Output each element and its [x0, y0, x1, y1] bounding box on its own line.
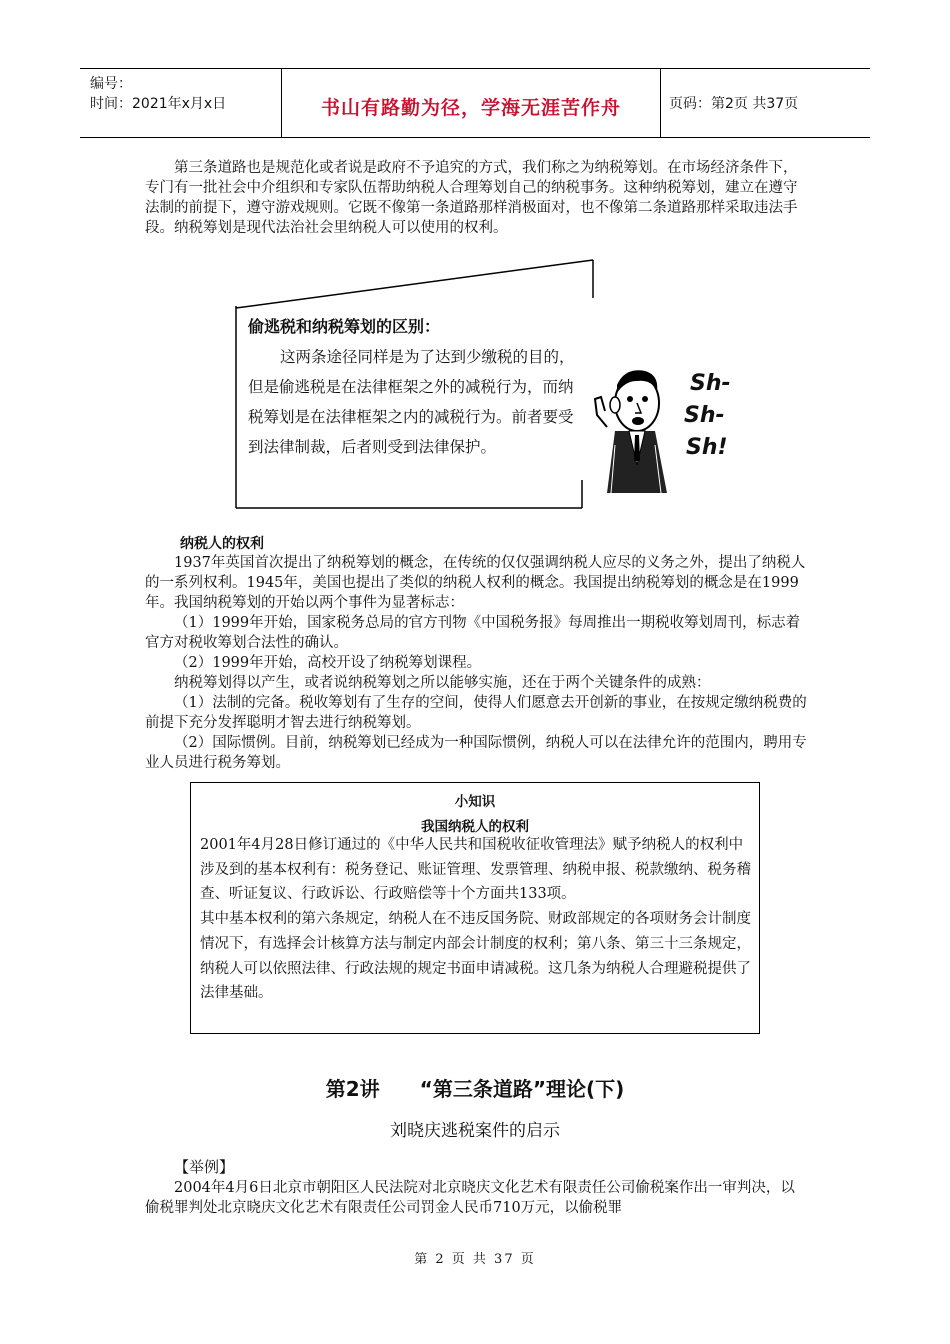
speech-line-2: Sh- — [684, 403, 725, 428]
panel-title: 偷逃税和纳税筹划的区别： — [248, 317, 441, 336]
page-label: 页码：第2页 共37页 — [669, 96, 799, 112]
knowledge-paragraph-2: 其中基本权利的第六条规定，纳税人在不违反国务院、财政部规定的各项财务会计制度情况下，有选择会计核算方法与制定内部会计制度的权利；第八条、第三十三条规定，纳税人可以依照法律、行政法规的规定书面申请减税。这几条为纳税人合理避税提供了法律基础。 — [200, 911, 751, 1002]
knowledge-title: 我国纳税人的权利 — [421, 819, 529, 835]
speech-text — [684, 368, 731, 464]
number-label: 编号： — [90, 76, 132, 92]
lecture-title: “第三条道路”理论(下) — [419, 1077, 625, 1101]
rights-heading: 纳税人的权利 — [180, 536, 264, 552]
speech-line-3: Sh! — [686, 435, 728, 460]
example-text: 2004年4月6日北京市朝阳区人民法院对北京晓庆文化艺术有限责任公司偷税案作出一审判决，以偷税罪判处北京晓庆文化艺术有限责任公司罚金人民币710万元，以偷税罪 — [145, 1180, 795, 1216]
panel-body: 这两条途径同样是为了达到少缴税的目的，但是偷逃税是在法律框架之外的减税行为，而纳税筹划是在法律框架之内的减税行为。前者要受到法律制裁，后者则受到法律保护。 — [248, 348, 575, 456]
knowledge-label: 小知识 — [454, 794, 496, 810]
lecture-subtitle: 刘晓庆逃税案件的启示 — [390, 1121, 560, 1141]
rights-paragraph-5: （1）法制的完备。税收筹划有了生存的空间，使得人们愿意去开创新的事业，在按规定缴纳税费的前提下充分发挥聪明才智去进行纳税筹划。 — [145, 695, 807, 731]
lecture-heading — [0, 1073, 950, 1102]
rights-paragraph-3: （2）1999年开始，高校开设了纳税筹划课程。 — [174, 655, 482, 671]
knowledge-box — [190, 782, 760, 1034]
rights-paragraph-4: 纳税筹划得以产生，或者说纳税筹划之所以能够实施，还在于两个关键条件的成熟： — [174, 675, 711, 691]
knowledge-paragraph-1: 2001年4月28日修订通过的《中华人民共和国税收征收管理法》赋予纳税人的权利中涉及到的基本权利有：税务登记、账证管理、发票管理、纳税申报、税款缴纳、税务稽查、听证复议、行政诉讼、行政赔偿等十个方面共133项。 — [200, 837, 751, 903]
rights-paragraph-1: 1937年英国首次提出了纳税筹划的概念，在传统的仅仅强调纳税人应尽的义务之外，提出了纳税人的一系列权利。1945年，美国也提出了类似的纳税人权利的概念。我国提出纳税筹划的概念是在1999年。我国纳税筹划的开始以两个事件为显著标志： — [145, 555, 806, 611]
knowledge-body — [200, 833, 752, 1006]
speech-line-1: Sh- — [690, 371, 731, 396]
page-footer: 第 2 页 共 37 页 — [414, 1252, 536, 1267]
intro-paragraph: 第三条道路也是规范化或者说是政府不予追究的方式，我们称之为纳税筹划。在市场经济条件下，专门有一批社会中介组织和专家队伍帮助纳税人合理筹划自己的纳税事务。这种纳税筹划，建立在遵守法制的前提下，遵守游戏规则。它既不像第一条道路那样消极面对，也不像第二条道路那样采取违法手段。纳税筹划是现代法治社会里纳税人可以使用的权利。 — [145, 160, 798, 236]
rights-paragraph-2: （1）1999年开始，国家税务总局的官方刊物《中国税务报》每周推出一期税收筹划周刊，标志着官方对税收筹划合法性的确认。 — [145, 615, 801, 651]
panel-text — [248, 312, 588, 462]
time-label: 时间：2021年x月x日 — [90, 96, 227, 112]
lecture-number: 第2讲 — [325, 1077, 380, 1101]
example-label: 【举例】 — [174, 1158, 235, 1176]
rights-paragraph-6: （2）国际惯例。目前，纳税筹划已经成为一种国际惯例，纳税人可以在法律允许的范围内，聘用专业人员进行税务筹划。 — [145, 735, 807, 771]
motto: 书山有路勤为径，学海无涯苦作舟 — [320, 97, 621, 119]
